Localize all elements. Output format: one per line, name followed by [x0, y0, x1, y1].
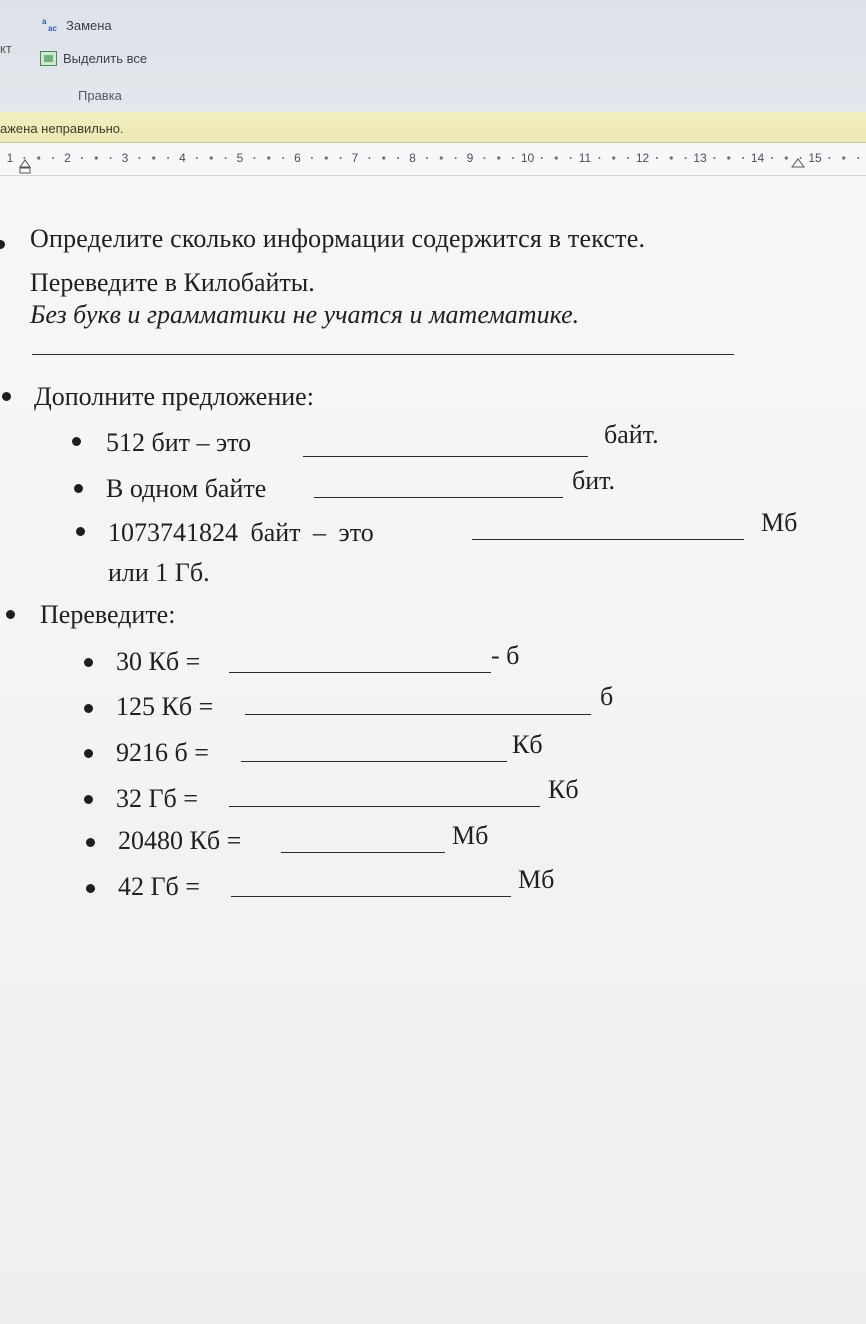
- ruler-number: 13: [693, 151, 707, 165]
- ruler-tick: [541, 157, 543, 159]
- ruler-number: 4: [179, 151, 186, 165]
- fill-blank[interactable]: [229, 806, 540, 807]
- fill-blank[interactable]: [314, 497, 563, 498]
- ruler-tick: [225, 157, 227, 159]
- ruler-scale: [0, 143, 866, 175]
- ruler-number: 8: [409, 151, 416, 165]
- task3-item-left: 9216 б =: [116, 738, 209, 767]
- ruler-tick: [455, 157, 457, 159]
- ruler-number: 7: [351, 151, 359, 165]
- ruler-tick: [110, 157, 112, 159]
- bullet: [84, 795, 93, 804]
- fill-blank[interactable]: [241, 761, 507, 762]
- ruler-tick: [368, 157, 370, 159]
- ruler-tick: [742, 157, 744, 159]
- ribbon-edit-group: [0, 0, 866, 112]
- ruler-tick: [397, 157, 399, 159]
- ruler-number: 2: [64, 151, 71, 165]
- bullet: [84, 658, 93, 667]
- ruler-tick: [167, 157, 169, 159]
- ruler-tick: [37, 156, 40, 159]
- ruler-tick: [138, 157, 140, 159]
- task3-item-left: 125 Кб =: [116, 692, 214, 721]
- ruler-tick: [857, 157, 859, 159]
- task3-item-right: - б: [491, 641, 520, 670]
- task2-item-right: бит.: [572, 466, 616, 495]
- task2-item-left: 512 бит – это: [106, 428, 252, 457]
- ruler-tick: [340, 157, 342, 159]
- ruler-tick: [800, 157, 802, 159]
- bullet: [86, 884, 95, 893]
- task2-item-cont: или 1 Гб.: [108, 558, 210, 587]
- ruler-tick: [828, 157, 830, 159]
- task3-item-left: 30 Кб =: [116, 647, 201, 676]
- ruler-tick: [311, 157, 313, 159]
- ruler-tick: [382, 156, 385, 159]
- indent-marker-icon[interactable]: [20, 160, 30, 173]
- horizontal-ruler[interactable]: [0, 143, 866, 176]
- ruler-tick: [426, 157, 428, 159]
- replace-icon: a ac: [42, 17, 57, 33]
- task2-heading: Дополните предложение:: [34, 382, 314, 411]
- ruler-tick: [253, 157, 255, 159]
- ruler-tick: [670, 156, 673, 159]
- task3-item-left: 32 Гб =: [116, 784, 198, 813]
- bullet: [86, 838, 95, 847]
- bullet: [6, 610, 15, 619]
- bullet: [84, 749, 93, 758]
- task3-heading: Переведите:: [40, 600, 176, 629]
- ruler-tick: [713, 157, 715, 159]
- ruler-tick: [656, 157, 658, 159]
- task3-item-right: Мб: [452, 821, 489, 850]
- task1-quote: Без букв и грамматики не учатся и математике.: [30, 300, 580, 329]
- ruler-tick: [497, 156, 500, 159]
- select-all-button[interactable]: [40, 51, 147, 66]
- replace-label: Замена: [66, 17, 112, 33]
- task3-item-left: 42 Гб =: [118, 872, 200, 901]
- ruler-tick: [325, 156, 328, 159]
- message-bar-text: ажена неправильно.: [0, 121, 124, 136]
- ruler-tick: [685, 157, 687, 159]
- ruler-number: 1: [6, 151, 14, 165]
- answer-line[interactable]: [32, 354, 734, 355]
- ruler-tick: [727, 156, 730, 159]
- right-indent-marker-icon[interactable]: [792, 159, 804, 167]
- task3-item-right: Мб: [518, 865, 555, 894]
- ruler-number: 3: [121, 151, 129, 165]
- ruler-number: 12: [635, 151, 650, 165]
- ruler-number: 10: [520, 151, 535, 165]
- ruler-tick: [570, 157, 572, 159]
- task3-item-right: Кб: [512, 730, 543, 759]
- ruler-tick: [267, 156, 270, 159]
- fill-blank[interactable]: [281, 852, 445, 853]
- bullet: [76, 527, 85, 536]
- ruler-tick: [196, 157, 198, 159]
- replace-button[interactable]: [40, 17, 112, 33]
- task2-item-right: Мб: [761, 508, 798, 537]
- ruler-tick: [81, 157, 83, 159]
- task2-item-right: байт.: [604, 420, 659, 449]
- task1-line2: Переведите в Килобайты.: [30, 268, 315, 297]
- ruler-tick: [627, 157, 629, 159]
- ruler-tick: [483, 157, 485, 159]
- ruler-tick: [771, 157, 773, 159]
- message-bar: [0, 112, 866, 143]
- ruler-tick: [152, 156, 155, 159]
- fill-blank[interactable]: [472, 539, 744, 540]
- ribbon-group-label: Правка: [78, 88, 122, 103]
- select-all-icon: [40, 51, 57, 66]
- ruler-tick: [440, 156, 443, 159]
- ruler-tick: [95, 156, 98, 159]
- ruler-tick: [555, 156, 558, 159]
- ruler-tick: [842, 156, 845, 159]
- task3-item-right: б: [600, 682, 614, 711]
- fill-blank[interactable]: [229, 672, 491, 673]
- bullet: [84, 704, 93, 713]
- ruler-tick: [52, 157, 54, 159]
- bullet: [74, 484, 83, 493]
- ruler-tick: [282, 157, 284, 159]
- ruler-tick: [785, 156, 788, 159]
- select-all-label: Выделить все: [63, 51, 148, 66]
- fill-blank[interactable]: [303, 456, 588, 457]
- bullet: [0, 240, 5, 249]
- task1-line1: Определите сколько информации содержится в тексте.: [30, 224, 646, 253]
- task2-item-left: 1073741824 байт – это: [108, 518, 374, 547]
- ribbon-cut-label: кт: [0, 41, 12, 56]
- ruler-tick: [612, 156, 615, 159]
- ruler-number: 6: [294, 151, 301, 165]
- ruler-tick: [598, 157, 600, 159]
- task2-item-left: В одном байте: [106, 474, 267, 503]
- ruler-number: 5: [236, 151, 244, 165]
- bullet: [2, 392, 11, 401]
- document-page[interactable]: [0, 176, 866, 1324]
- ruler-tick: [512, 157, 514, 159]
- fill-blank[interactable]: [231, 896, 511, 897]
- ruler-tick: [210, 156, 213, 159]
- bullet: [72, 437, 81, 446]
- ruler-number: 9: [466, 151, 474, 165]
- task3-item-left: 20480 Кб =: [118, 826, 242, 855]
- ruler-tick: [23, 157, 25, 159]
- task3-item-right: Кб: [548, 775, 579, 804]
- ruler-number: 15: [808, 151, 822, 165]
- ruler-number: 14: [750, 151, 765, 165]
- ruler-number: 11: [578, 151, 592, 165]
- fill-blank[interactable]: [245, 714, 591, 715]
